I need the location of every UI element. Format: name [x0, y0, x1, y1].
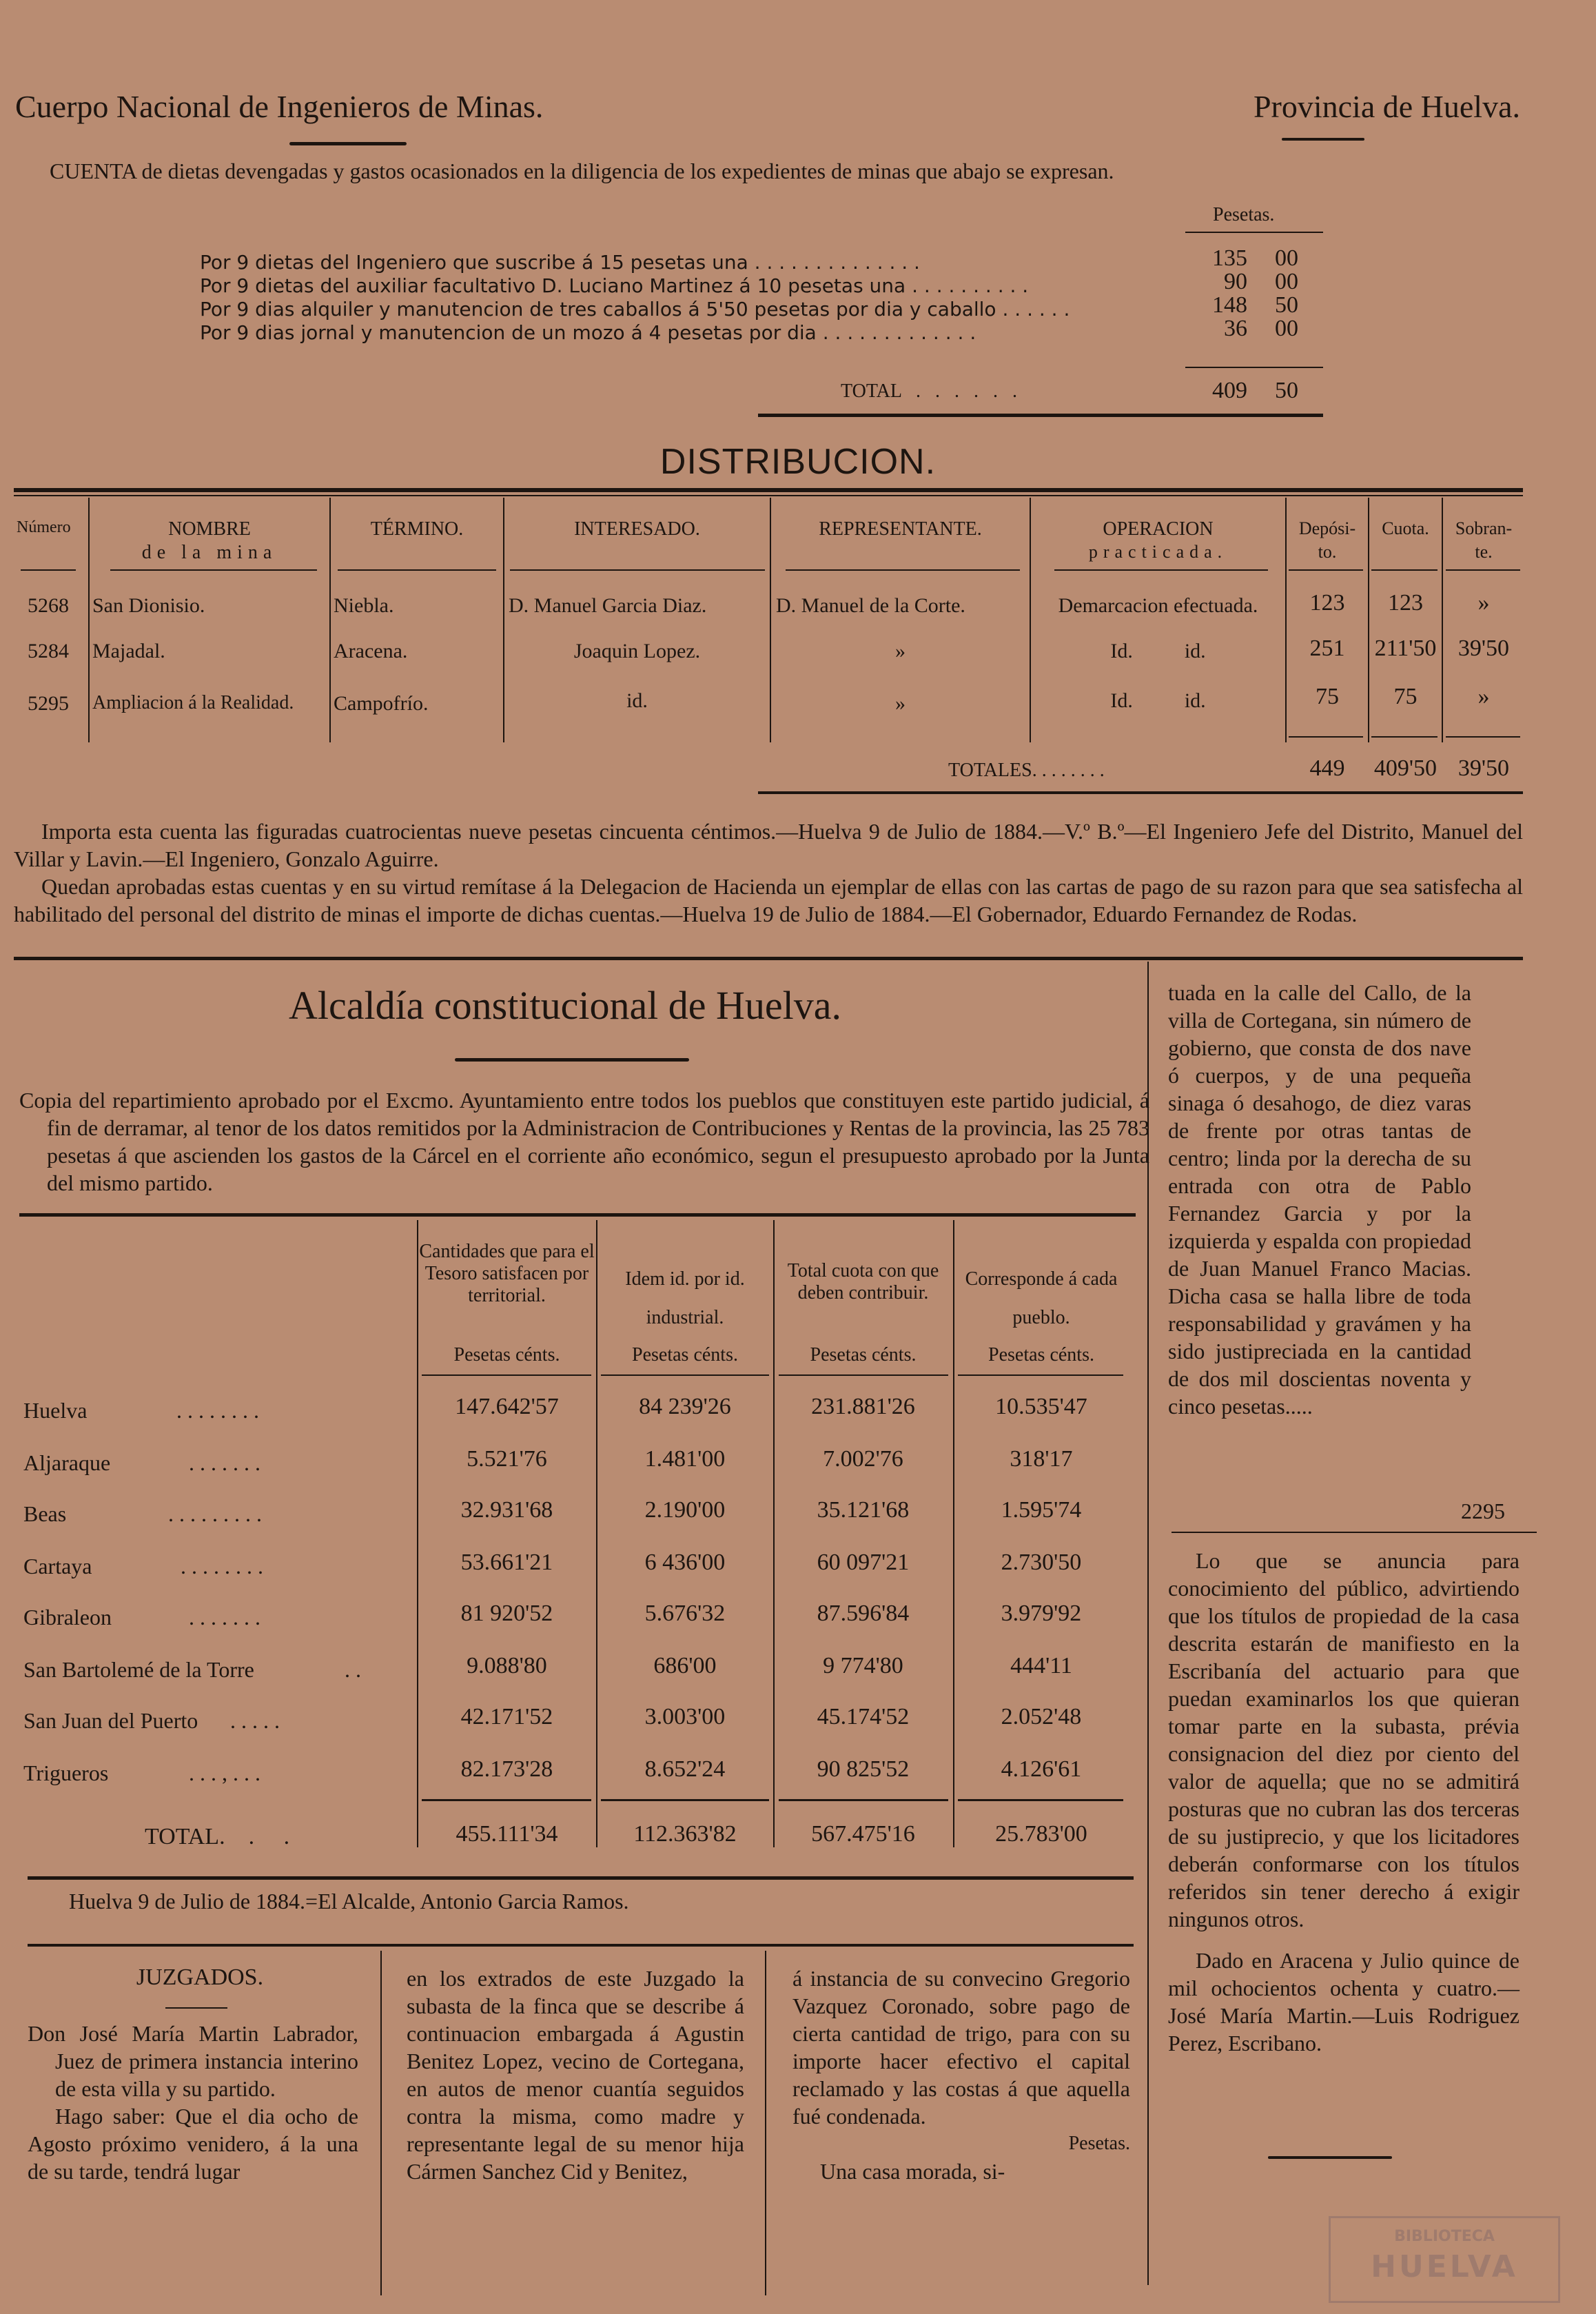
col-header-operacion-sub: practicada.	[1088, 542, 1228, 562]
cell-territorial: 32.931'68	[460, 1497, 553, 1523]
distribucion-title: DISTRIBUCION.	[659, 442, 937, 482]
item-cents: 00	[1275, 269, 1298, 294]
currency-header: Pesetas.	[1213, 204, 1275, 225]
ornament	[1268, 2156, 1392, 2159]
ornament	[289, 142, 407, 145]
row-interesado: D. Manuel Garcia Diaz.	[509, 594, 707, 617]
leader-dots: . . . . .	[230, 1708, 280, 1733]
cell-total: 231.881'26	[811, 1394, 915, 1419]
row-nombre: Ampliacion á la Realidad.	[92, 692, 294, 713]
stamp-bottom: HUELVA	[1371, 2249, 1518, 2284]
item-pesetas: 90	[1224, 269, 1247, 294]
cell-total: 60 097'21	[817, 1550, 910, 1575]
col-header-deposito-sub: to.	[1318, 542, 1337, 562]
row-interesado: Joaquin Lopez.	[573, 640, 701, 662]
col-header-industrial: Idem id. por id. industrial.	[625, 1268, 745, 1328]
row-numero: 5295	[28, 692, 69, 715]
leader-dots: . . . . . . .	[189, 1605, 260, 1630]
juzgados-juez: Don José María Martin Labrador, Juez de primera instancia interino de esta villa y su partido.	[28, 2021, 358, 2101]
cell-industrial: 2.190'00	[644, 1497, 726, 1523]
library-stamp	[1329, 2216, 1560, 2303]
cell-industrial: 6 436'00	[644, 1550, 726, 1575]
total-label: TOTAL. . .	[145, 1824, 290, 1849]
row-nombre: Majadal.	[92, 640, 165, 662]
row-operacion: Id. id.	[1110, 640, 1206, 662]
cuenta-item: Por 9 dias jornal y manutencion de un mozo á 4 pesetas por dia . . . . . . . . . . . . .	[200, 321, 976, 344]
row-numero: 5284	[28, 640, 69, 662]
juzgados-col-2	[407, 1965, 744, 2185]
alcaldia-firma: Huelva 9 de Julio de 1884.=El Alcalde, Antonio Garcia Ramos.	[69, 1889, 629, 1914]
cell-industrial: 686'00	[653, 1653, 717, 1678]
leader-dots: . . . . . . .	[189, 1450, 260, 1475]
header-right: Provincia de Huelva.	[1253, 89, 1520, 124]
juzgados-title: JUZGADOS.	[136, 1965, 264, 1990]
leader-dots: . .	[345, 1657, 361, 1682]
juzgados-subasta: en los extrados de este Juzgado la subasta de la finca que se describe á continuacion embargada á Agustin Benitez Lopez, vecino de Cortegana, en autos de menor cuantía seguidos contra la misma, como madre y representante legal de su menor hija Cármen Sanchez Cid y Benitez,	[407, 1966, 744, 2184]
col-header-territorial: Cantidades que para el Tesoro satisfacen por territorial.	[419, 1241, 595, 1306]
cell-territorial: 5.521'76	[467, 1446, 547, 1472]
right-column	[1168, 979, 1471, 1420]
alcaldia-intro: Copia del repartimiento aprobado por el Excmo. Ayuntamiento entre todos los pueblos que constituyen este partido judicial, á fin de derramar, al tenor de los datos remitidos por la Administracion de Contribuciones y Rentas de la provincia, las 25 783 pesetas á que ascienden los gastos de la Cárcel en el corriente año económico, segun el presupuesto aprobado por la Junta del mismo partido.	[19, 1088, 1149, 1195]
leader-dots: . . . , . . .	[189, 1760, 260, 1785]
row-cuota: 123	[1388, 590, 1423, 616]
right-col-paragraph-3: Dado en Aracena y Julio quince de mil ochocientos ochenta y cuatro.—José María Martin.—Luis Rodriguez Perez, Escribano.	[1168, 1948, 1520, 2056]
cell-total: 90 825'52	[817, 1756, 910, 1782]
juzgados-instancia: á instancia de su convecino Gregorio Vazquez Coronado, sobre pago de cierta cantidad de trigo, para con su importe hacer efectivo el capital reclamado y las costas á que aquella fué condenada.	[792, 1966, 1130, 2129]
cell-corresponde: 444'11	[1010, 1653, 1072, 1678]
ornament	[1282, 138, 1364, 141]
cuenta-total-cents: 50	[1275, 378, 1298, 403]
row-deposito: 123	[1309, 590, 1345, 616]
cell-corresponde: 318'17	[1010, 1446, 1073, 1472]
row-termino: Niebla.	[334, 594, 394, 617]
juzgados-col-3	[792, 1965, 1130, 2185]
pueblo-name: San Bartolemé de la Torre	[23, 1657, 254, 1682]
cuenta-total-pesetas: 409	[1212, 378, 1247, 403]
cell-total: 7.002'76	[823, 1446, 903, 1472]
leader-dots: . . . . . . . . .	[168, 1501, 262, 1526]
row-representante: »	[895, 692, 906, 715]
col-header-nombre: NOMBRE	[168, 518, 251, 540]
item-cents: 00	[1275, 316, 1298, 341]
cell-industrial: 3.003'00	[644, 1704, 726, 1729]
col-header-numero: Número	[17, 518, 71, 536]
cell-territorial: 82.173'28	[460, 1756, 553, 1782]
cell-corresponde: 3.979'92	[1001, 1601, 1082, 1626]
cell-territorial: 9.088'80	[467, 1653, 547, 1678]
cell-industrial: 8.652'24	[644, 1756, 726, 1782]
pueblo-name: Trigueros	[23, 1760, 109, 1785]
quedan-text: Quedan aprobadas estas cuentas y en su virtud remítase á la Delegacion de Hacienda un ejemplar de ellas con las cartas de pago de su razon para que sea satisfecha al habilitado del personal del distrito de minas el importe de dichas cuentas.—Huelva 19 de Julio de 1884.—El Gobernador, Eduardo Fernandez de Rodas.	[14, 874, 1523, 926]
pueblo-name: Beas	[23, 1501, 67, 1526]
pueblo-name: San Juan del Puerto	[23, 1708, 198, 1733]
item-pesetas: 135	[1212, 245, 1247, 271]
cuenta-item: Por 9 dietas del auxiliar facultativo D. Luciano Martinez á 10 pesetas una . . . . . . . . . .	[200, 274, 1029, 297]
col-header-sobrante-sub: te.	[1475, 542, 1493, 562]
cell-territorial: 42.171'52	[460, 1704, 553, 1729]
col-header-termino: TÉRMINO.	[370, 518, 464, 540]
unit-label: Pesetas cénts.	[810, 1344, 917, 1366]
item-cents: 50	[1275, 292, 1298, 318]
unit-label: Pesetas cénts.	[632, 1344, 738, 1366]
cell-total: 45.174'52	[817, 1704, 910, 1729]
right-col-amount: 2295	[1461, 1499, 1505, 1523]
juzgados-col-1	[28, 2020, 358, 2185]
col-header-interesado: INTERESADO.	[574, 518, 700, 540]
col-header-total: Total cuota con que deben contribuir.	[787, 1260, 939, 1303]
total-industrial: 112.363'82	[633, 1821, 737, 1847]
right-column-2	[1168, 1547, 1520, 2057]
cell-corresponde: 1.595'74	[1001, 1497, 1082, 1523]
row-interesado: id.	[626, 689, 648, 712]
col-header-sobrante: Sobran-	[1455, 518, 1513, 538]
juzgados-hago-saber: Hago saber: Que el dia ocho de Agosto próximo venidero, á la una de su tarde, tendrá lugar	[28, 2104, 358, 2184]
cuenta-item: Por 9 dietas del Ingeniero que suscribe á 15 pesetas una . . . . . . . . . . . . . .	[200, 251, 920, 274]
row-sobrante: 39'50	[1457, 636, 1510, 661]
cell-total: 35.121'68	[817, 1497, 910, 1523]
row-sobrante: »	[1477, 684, 1490, 709]
cell-industrial: 5.676'32	[644, 1601, 726, 1626]
leader-dots: . . . . . . . .	[181, 1554, 263, 1579]
alcaldia-title: Alcaldía constitucional de Huelva.	[288, 983, 842, 1028]
row-representante: »	[895, 640, 906, 662]
row-termino: Aracena.	[334, 640, 408, 662]
cell-corresponde: 2.730'50	[1001, 1550, 1082, 1575]
item-pesetas: 148	[1212, 292, 1247, 318]
col-header-deposito: Depósi-	[1298, 518, 1356, 538]
cell-industrial: 84 239'26	[639, 1394, 731, 1419]
pueblo-name: Gibraleon	[23, 1605, 112, 1630]
row-cuota: 75	[1393, 684, 1418, 709]
row-operacion: Id. id.	[1110, 689, 1206, 712]
pueblo-name: Aljaraque	[23, 1450, 111, 1475]
pueblo-name: Huelva	[23, 1398, 88, 1423]
cell-corresponde: 2.052'48	[1001, 1704, 1082, 1729]
col-header-cuota: Cuota.	[1382, 518, 1429, 538]
cuenta-total-label: TOTAL . . . . . .	[841, 380, 1017, 402]
juzgados-casa: Una casa morada, si-	[820, 2159, 1005, 2184]
total-sobrante: 39'50	[1457, 755, 1510, 781]
stamp-top: BIBLIOTECA	[1394, 2228, 1495, 2245]
header-left: Cuerpo Nacional de Ingenieros de Minas.	[15, 89, 544, 124]
row-operacion: Demarcacion efectuada.	[1058, 594, 1258, 617]
totales-label: TOTALES. . . . . . . .	[948, 760, 1105, 781]
row-cuota: 211'50	[1374, 636, 1437, 661]
total-territorial: 455.111'34	[456, 1821, 558, 1847]
row-sobrante: »	[1477, 590, 1490, 616]
unit-label: Pesetas cénts.	[453, 1344, 560, 1366]
cuenta-item: Por 9 dias alquiler y manutencion de tres caballos á 5'50 pesetas por dia y caballo . . . . . .	[200, 298, 1070, 321]
row-deposito: 75	[1316, 684, 1339, 709]
col-header-corresponde: Corresponde á cada pueblo.	[965, 1268, 1118, 1328]
row-representante: D. Manuel de la Corte.	[776, 594, 965, 617]
row-deposito: 251	[1309, 636, 1345, 661]
cell-territorial: 147.642'57	[455, 1394, 559, 1419]
cell-corresponde: 4.126'61	[1001, 1756, 1082, 1782]
row-termino: Campofrío.	[334, 692, 429, 715]
col-header-operacion: OPERACION	[1103, 518, 1214, 540]
cell-territorial: 53.661'21	[460, 1550, 553, 1575]
cell-territorial: 81 920'52	[460, 1601, 553, 1626]
total-total: 567.475'16	[811, 1821, 915, 1847]
row-numero: 5268	[28, 594, 69, 617]
cell-total: 9 774'80	[823, 1653, 903, 1678]
col-header-representante: REPRESENTANTE.	[819, 518, 982, 540]
right-col-paragraph-2: Lo que se anuncia para conocimiento del público, advirtiendo que los títulos de propiedad de la casa descrita estarán de manifiesto en la Escribanía del actuario para que puedan examinarlos los que quieran tomar parte en la subasta, prévia consignacion del diez por ciento del valor de aquella; que no se admitirá posturas que no cubran las dos terceras de su justiprecio, y que los licitadores deberán conformarse con los títulos referidos sin tener derecho á exigir ningunos otros.	[1168, 1548, 1520, 1931]
leader-dots: . . . . . . . .	[176, 1398, 259, 1423]
cell-total: 87.596'84	[817, 1601, 910, 1626]
importa-text: Importa esta cuenta las figuradas cuatrocientas nueve pesetas cincuenta céntimos.—Huelva 9 de Julio de 1884.—V.º B.º—El Ingeniero Jefe del Distrito, Manuel del Villar y Lavin.—El Ingeniero, Gonzalo Aguirre.	[14, 819, 1523, 871]
total-cuota: 409'50	[1373, 755, 1438, 781]
ornament	[455, 1058, 689, 1062]
total-corresponde: 25.783'00	[995, 1821, 1087, 1847]
right-col-paragraph-1: tuada en la calle del Callo, de la villa de Cortegana, sin número de gobierno, que consta de dos nave ó cuerpos, y de una pequeña sinaga ó desahogo, de diez varas de frente por otras tantas de centro; linda por la derecha de su entrada con otra de Pablo Fernandez Garcia y por la izquierda y espalda con propiedad de Juan Manuel Franco Macias. Dicha casa se halla libre de toda responsabilidad y gravámen y ha sido justipreciada en la cantidad de dos mil doscientas noventa y cinco pesetas.....	[1168, 980, 1471, 1419]
pueblo-name: Cartaya	[23, 1554, 92, 1579]
unit-label: Pesetas cénts.	[988, 1344, 1094, 1366]
cuenta-intro: CUENTA de dietas devengadas y gastos ocasionados en la diligencia de los expedientes de minas que abajo se expresan.	[50, 159, 1114, 183]
item-cents: 00	[1275, 245, 1298, 271]
cell-industrial: 1.481'00	[644, 1446, 726, 1472]
total-deposito: 449	[1309, 755, 1345, 781]
col-header-nombre-sub: de la mina	[141, 542, 278, 563]
cell-corresponde: 10.535'47	[995, 1394, 1087, 1419]
item-pesetas: 36	[1224, 316, 1247, 341]
juzgados-pesetas: Pesetas.	[1068, 2133, 1130, 2154]
row-nombre: San Dionisio.	[92, 594, 205, 617]
